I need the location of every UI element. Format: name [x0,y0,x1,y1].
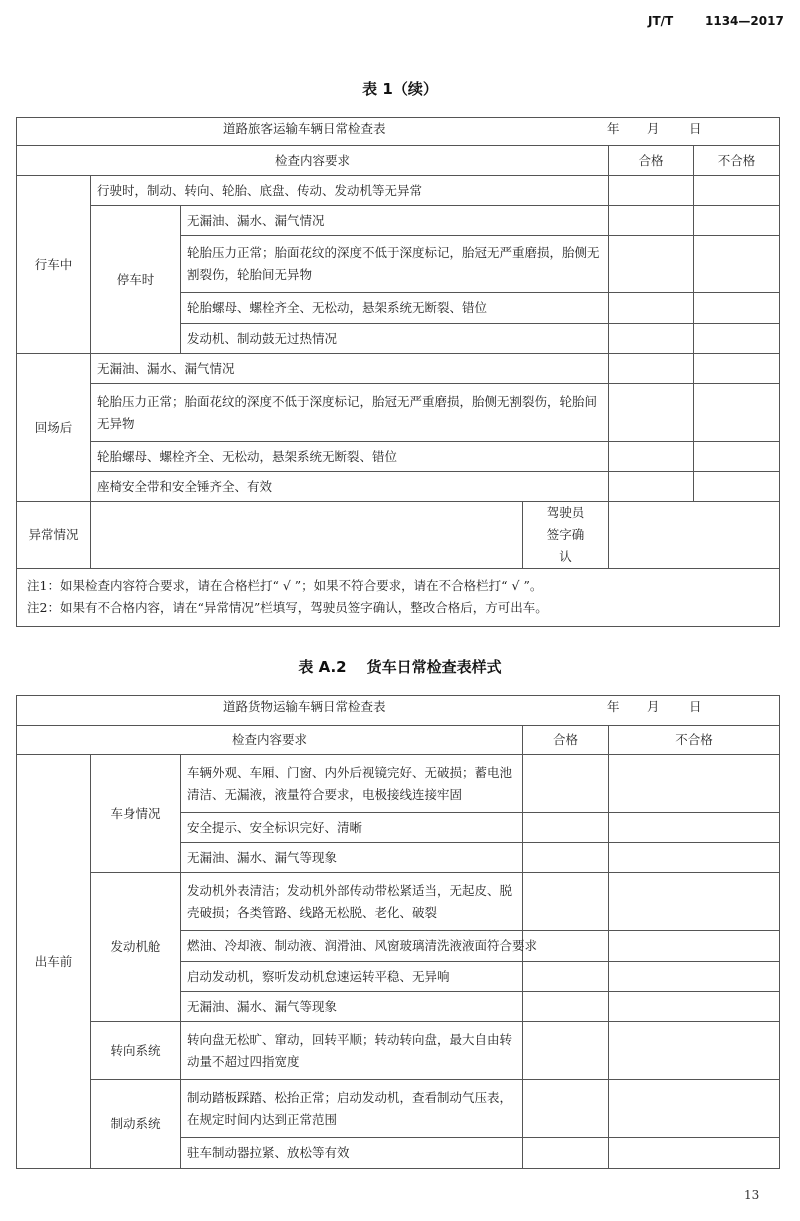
pass-cell[interactable] [523,813,609,843]
check-item: 轮胎螺母、螺栓齐全、无松动，悬架系统无断裂、错位 [181,293,609,324]
subgroup-body: 车身情况 [91,755,181,873]
table-row [17,176,780,206]
check-item: 安全提示、安全标识完好、清晰 [181,813,523,843]
table-row [17,1080,780,1138]
pass-cell[interactable] [523,962,609,992]
subgroup-parking: 停车时 [91,206,181,354]
table-row [17,354,780,384]
fail-cell[interactable] [609,843,780,873]
column-header-row [17,726,780,755]
header-check-content: 检查内容要求 [17,146,609,176]
table-row [17,472,780,502]
abnormal-label: 异常情况 [17,502,91,569]
pass-cell[interactable] [523,873,609,931]
form-title: 道路旅客运输车辆日常检查表 [223,121,386,136]
form-title: 道路货物运输车辆日常检查表 [223,699,386,714]
check-item: 无漏油、漏水、漏气情况 [91,354,609,384]
table-row [17,384,780,442]
passenger-vehicle-check-table [16,117,780,627]
standard-code: JT/T [648,14,674,28]
header-pass: 合格 [523,726,609,755]
pass-cell[interactable] [523,843,609,873]
table1-title: 表 1（续） [362,80,438,98]
check-item: 无漏油、漏水、漏气等现象 [181,992,523,1022]
group-return: 回场后 [17,354,91,502]
check-item: 轮胎压力正常；胎面花纹的深度不低于深度标记，胎冠无严重磨损，胎侧无割裂伤，轮胎间无异物 [91,384,609,442]
date-month-label: 月 [647,699,660,714]
table-row [17,442,780,472]
pass-cell[interactable] [609,293,694,324]
table2-title-text: 货车日常检查表样式 [366,658,502,676]
fail-cell[interactable] [609,1022,780,1080]
pass-cell[interactable] [609,472,694,502]
check-item: 燃油、冷却液、制动液、润滑油、风窗玻璃清洗液液面符合要求 [181,931,523,962]
table-row [17,755,780,813]
abnormal-row [17,502,780,569]
check-item: 车辆外观、车厢、门窗、内外后视镜完好、无破损；蓄电池清洁、无漏液，液量符合要求，电极接线连接牢固 [181,755,523,813]
fail-cell[interactable] [694,236,780,293]
fail-cell[interactable] [694,442,780,472]
abnormal-input[interactable] [91,502,523,569]
fail-cell[interactable] [609,1138,780,1169]
check-item: 启动发动机，察听发动机怠速运转平稳、无异响 [181,962,523,992]
pass-cell[interactable] [523,755,609,813]
subgroup-steering: 转向系统 [91,1022,181,1080]
fail-cell[interactable] [694,176,780,206]
check-item: 无漏油、漏水、漏气等现象 [181,843,523,873]
fail-cell[interactable] [609,992,780,1022]
fail-cell[interactable] [694,384,780,442]
header-fail: 不合格 [609,726,780,755]
date-year-label: 年 [607,121,620,136]
date-month-label: 月 [647,121,660,136]
standard-number: 1134—2017 [705,14,784,28]
header-pass: 合格 [609,146,694,176]
note-2: 注2：如果有不合格内容，请在“异常情况”栏填写，驾驶员签字确认，整改合格后，方可出车。 [27,600,548,616]
table2-title [0,656,800,677]
form-title-row [17,696,780,726]
subgroup-engine: 发动机舱 [91,873,181,1022]
fail-cell[interactable] [609,931,780,962]
check-item: 座椅安全带和安全锤齐全、有效 [91,472,609,502]
note-1: 注1：如果检查内容符合要求，请在合格栏打“ √ ”；如果不符合要求，请在不合格栏打“ √ ”。 [27,578,543,594]
subgroup-brake: 制动系统 [91,1080,181,1169]
fail-cell[interactable] [694,324,780,354]
table2-title-number: 表 A.2 [298,658,347,676]
column-header-row [17,146,780,176]
driver-sign-label: 驾驶员签字确认 [523,502,609,569]
group-driving: 行车中 [17,176,91,354]
check-item: 无漏油、漏水、漏气情况 [181,206,609,236]
pass-cell[interactable] [609,324,694,354]
fail-cell[interactable] [609,755,780,813]
table-row [17,1022,780,1080]
freight-vehicle-check-table [16,695,780,1169]
check-item: 发动机、制动鼓无过热情况 [181,324,609,354]
check-item: 发动机外表清洁；发动机外部传动带松紧适当，无起皮、脱壳破损；各类管路、线路无松脱、老化、破裂 [181,873,523,931]
fail-cell[interactable] [694,293,780,324]
form-title-row [17,118,780,146]
table-row [17,873,780,931]
page-number: 13 [744,1188,760,1202]
header-fail: 不合格 [694,146,780,176]
pass-cell[interactable] [523,1080,609,1138]
fail-cell[interactable] [609,813,780,843]
pass-cell[interactable] [609,384,694,442]
date-day-label: 日 [689,699,702,714]
check-item: 行驶时，制动、转向、轮胎、底盘、传动、发动机等无异常 [91,176,609,206]
pass-cell[interactable] [609,236,694,293]
check-item: 轮胎压力正常；胎面花纹的深度不低于深度标记，胎冠无严重磨损，胎侧无割裂伤，轮胎间无异物 [181,236,609,293]
fail-cell[interactable] [694,472,780,502]
date-year-label: 年 [607,699,620,714]
table-row [17,206,780,236]
check-item: 轮胎螺母、螺栓齐全、无松动，悬架系统无断裂、错位 [91,442,609,472]
notes-row [17,568,780,626]
check-item: 制动踏板踩踏、松抬正常；启动发动机，查看制动气压表，在规定时间内达到正常范围 [181,1080,523,1138]
fail-cell[interactable] [694,206,780,236]
check-item: 驻车制动器拉紧、放松等有效 [181,1138,523,1169]
fail-cell[interactable] [609,873,780,931]
driver-sign-input[interactable] [609,502,780,569]
pass-cell[interactable] [609,354,694,384]
group-before-departure: 出车前 [17,755,91,1169]
fail-cell[interactable] [609,1080,780,1138]
pass-cell[interactable] [609,176,694,206]
pass-cell[interactable] [609,206,694,236]
check-item: 转向盘无松旷、窜动，回转平顺；转动转向盘，最大自由转动量不超过四指宽度 [181,1022,523,1080]
header-check-content: 检查内容要求 [17,726,523,755]
date-day-label: 日 [689,121,702,136]
fail-cell[interactable] [609,962,780,992]
pass-cell[interactable] [523,1138,609,1169]
pass-cell[interactable] [523,1022,609,1080]
fail-cell[interactable] [694,354,780,384]
pass-cell[interactable] [523,992,609,1022]
pass-cell[interactable] [609,442,694,472]
